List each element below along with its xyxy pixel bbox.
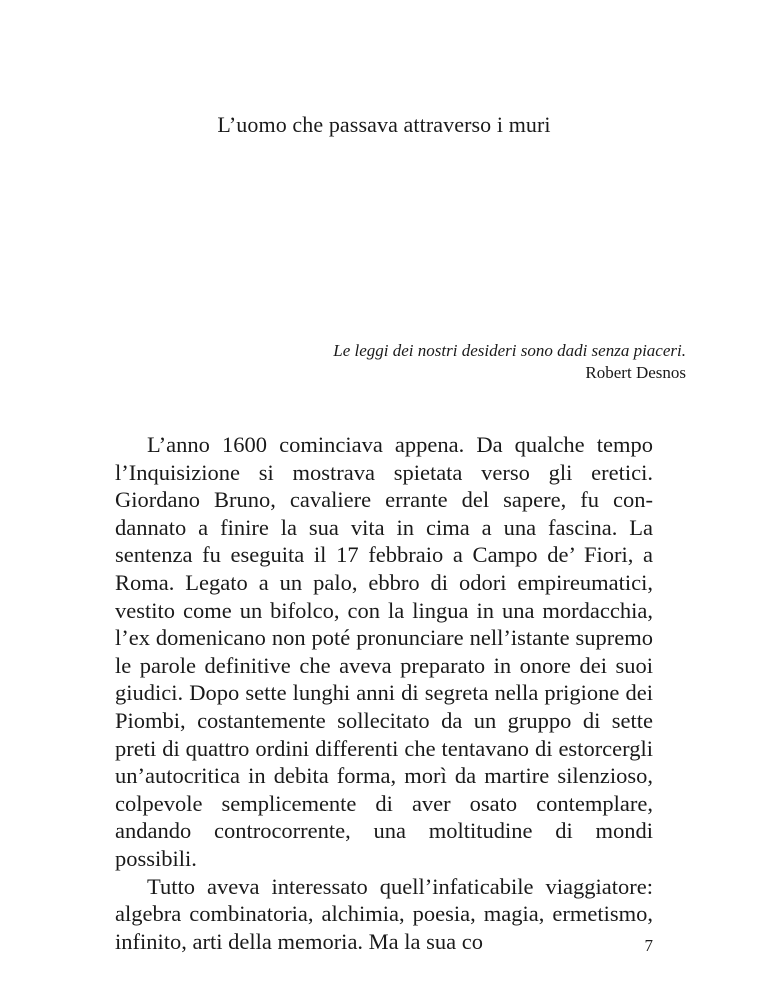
paragraph-1: L’anno 1600 cominciava appena. Da qualche tempo l’Inquisizione si mostrava spietata verso gli eretici. Giordano Bruno, cavaliere errante del sapere, fu condannato a finire la sua vita in cima a una fascina. La sentenza fu eseguita il 17 febbraio a Campo de’ Fiori, a Roma. Legato a un palo, ebbro di odori empireumatici, vestito come un bifolco, con la lingua in una mordacchia, l’ex domenicano non poté pronunciare nell’istante supremo le parole definitive che aveva preparato in onore dei suoi giudici. Dopo sette lunghi anni di segreta nella prigione dei Piombi, costantemente sollecitato da un gruppo di sette preti di quattro ordini differenti che tentavano di estorcergli un’autocritica in debita forma, morì da martire silenzioso, colpevole semplicemente di aver osato contemplare, andando controcorrente, una moltitudine di mondi possibili. xyxy=(115,432,653,871)
epigraph xyxy=(166,340,686,384)
chapter-title: L’uomo che passava attraverso i muri xyxy=(217,112,551,137)
epigraph-quote: Le leggi dei nostri desideri sono dadi senza piaceri. xyxy=(333,341,686,360)
paragraph-2: Tutto aveva interessato quell’infaticabile viaggiatore: algebra combinatoria, alchimia, poesia, magia, ermetismo, infinito, arti della memoria. Ma la sua co xyxy=(115,873,653,954)
page-number: 7 xyxy=(644,936,653,955)
body-text xyxy=(115,431,653,955)
epigraph-author: Robert Desnos xyxy=(585,363,686,382)
